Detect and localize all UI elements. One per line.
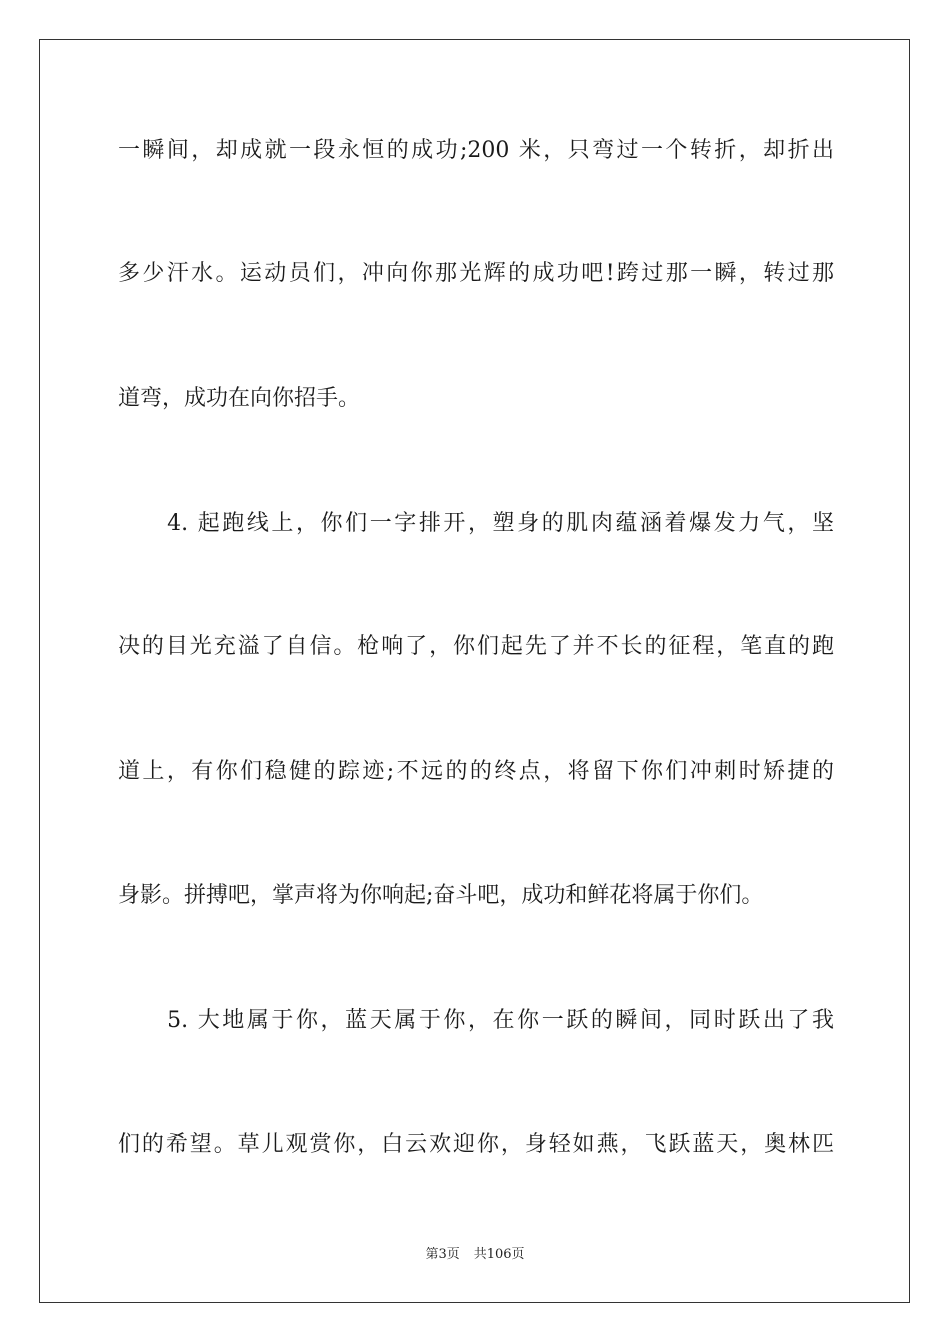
text-line-1: 一瞬间，却成就一段永恒的成功;200 米，只弯过一个转折，却折出 bbox=[118, 138, 834, 163]
text-line-8: 5. 大地属于你，蓝天属于你，在你一跃的瞬间，同时跃出了我 bbox=[118, 1008, 834, 1033]
text-line-7: 身影。拼搏吧，掌声将为你响起;奋斗吧，成功和鲜花将属于你们。 bbox=[118, 883, 764, 908]
text-line-5: 决的目光充溢了自信。枪响了，你们起先了并不长的征程，笔直的跑 bbox=[118, 634, 834, 659]
text-line-3: 道弯，成功在向你招手。 bbox=[118, 386, 361, 411]
page-footer bbox=[0, 1246, 950, 1264]
text-line-9: 们的希望。草儿观赏你，白云欢迎你，身轻如燕，飞跃蓝天，奥林匹 bbox=[118, 1132, 834, 1157]
page-border bbox=[39, 39, 910, 1303]
text-line-6: 道上，有你们稳健的踪迹;不远的的终点，将留下你们冲刺时矫捷的 bbox=[118, 759, 834, 784]
text-line-4: 4. 起跑线上，你们一字排开，塑身的肌肉蕴涵着爆发力气，坚 bbox=[118, 511, 834, 536]
current-page-number: 第3页 bbox=[425, 1247, 460, 1262]
total-page-count: 共106页 bbox=[473, 1247, 525, 1262]
text-line-2: 多少汗水。运动员们，冲向你那光辉的成功吧!跨过那一瞬，转过那 bbox=[118, 261, 834, 286]
